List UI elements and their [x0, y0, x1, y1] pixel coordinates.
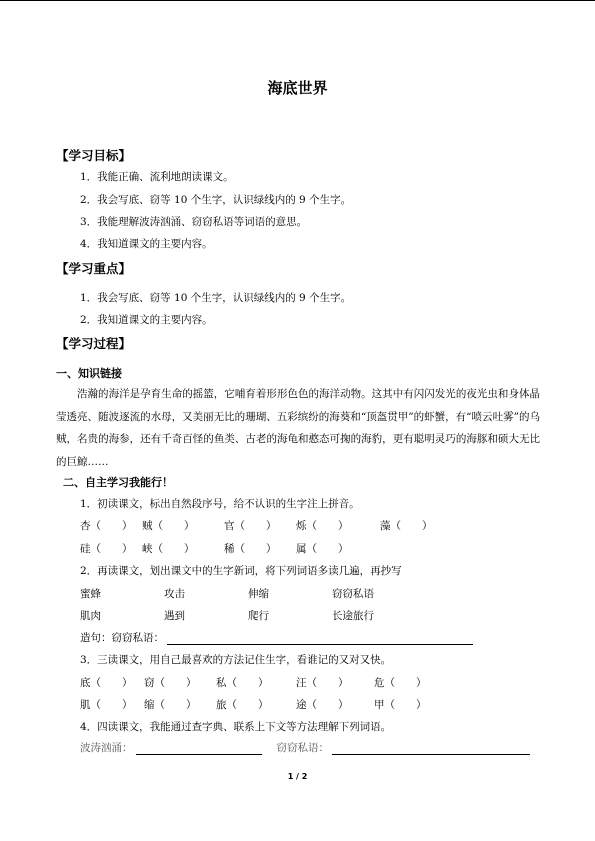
word-cell: 伸缩: [248, 588, 269, 600]
pinyin-cell: 硅（ ）: [80, 543, 133, 555]
word-cell: 蜜蜂: [80, 588, 101, 600]
task-1: 1．初读课文，标出自然段序号，给不认识的生字注上拼音。: [80, 498, 360, 510]
task-3: 3．三读课文，用自己最喜欢的方法记住生字，看谁记的又对又快。: [80, 654, 392, 666]
word-cell: 爬行: [248, 610, 269, 622]
pinyin-cell: 藻（ ）: [380, 520, 433, 532]
goals-heading: 【学习目标】: [56, 148, 132, 163]
words-row-1: [80, 586, 374, 601]
terms-line: [80, 740, 530, 755]
write-cell: 私（ ）: [216, 677, 269, 689]
pinyin-row-2: [80, 541, 349, 556]
term-label: 波涛汹涌：: [80, 742, 133, 754]
pinyin-cell: 烁（ ）: [296, 520, 349, 532]
word-cell: 遇到: [164, 610, 185, 622]
write-cell: 危（ ）: [374, 677, 427, 689]
task-4: 4．四读课文，我能通过查字典、联系上下文等方法理解下列词语。: [80, 721, 392, 733]
goal-item: 3．我能理解波涛汹涌、窃窃私语等词语的意思。: [80, 216, 308, 228]
sentence-line: [80, 630, 473, 645]
key-item: 2．我知道课文的主要内容。: [80, 314, 213, 326]
sentence-label: 造句：窃窃私语：: [80, 632, 164, 644]
keys-heading: 【学习重点】: [56, 261, 132, 276]
pinyin-cell: 杏（ ）: [80, 520, 133, 532]
term-answer-line[interactable]: [136, 742, 262, 755]
key-item: 1．我会写底、窃等 10 个生字，认识绿线内的 9 个生字。: [80, 292, 352, 304]
pinyin-cell: 贼（ ）: [142, 520, 195, 532]
top-border-rule: [0, 0, 595, 1]
write-cell: 旅（ ）: [216, 699, 269, 711]
process-heading: 【学习过程】: [56, 336, 132, 351]
word-cell: 肌肉: [80, 610, 101, 622]
word-cell: 长途旅行: [332, 610, 374, 622]
word-cell: 攻击: [164, 588, 185, 600]
term-label: 窃窃私语：: [276, 742, 330, 754]
page-title: 海底世界: [267, 79, 328, 97]
write-cell: 窃（ ）: [144, 677, 197, 689]
pinyin-cell: 稀（ ）: [224, 543, 277, 555]
write-cell: 途（ ）: [296, 699, 349, 711]
write-cell: 肌（ ）: [80, 699, 133, 711]
words-row-2: [80, 608, 374, 623]
pinyin-cell: 峡（ ）: [142, 543, 195, 555]
pinyin-row-1: [80, 518, 433, 533]
page-number: 1 / 2: [287, 772, 308, 781]
pinyin-cell: 官（ ）: [224, 520, 277, 532]
word-cell: 窃窃私语: [332, 588, 374, 600]
knowledge-link-heading: 一、知识链接: [56, 367, 122, 380]
sentence-answer-line[interactable]: [167, 632, 473, 645]
write-cell: 底（ ）: [80, 677, 133, 689]
goal-item: 2．我会写底、窃等 10 个生字，认识绿线内的 9 个生字。: [80, 194, 352, 206]
write-cell: 甲（ ）: [374, 699, 427, 711]
term-answer-line[interactable]: [332, 742, 530, 755]
write-row-1: [80, 675, 427, 690]
write-row-2: [80, 697, 427, 712]
write-cell: 汪（ ）: [296, 677, 349, 689]
self-study-heading: 二、自主学习我能行！: [63, 476, 173, 489]
write-cell: 缩（ ）: [144, 699, 197, 711]
goal-item: 1．我能正确、流利地朗读课文。: [80, 171, 234, 183]
goal-item: 4．我知道课文的主要内容。: [80, 238, 213, 250]
pinyin-cell: 属（ ）: [296, 543, 349, 555]
knowledge-link-paragraph: 浩瀚的海洋是孕育生命的摇篮，它哺育着形形色色的海洋动物。这其中有闪闪发光的夜光虫和身体晶莹透亮、随波逐流的水母，又美丽无比的珊瑚、五彩缤纷的海葵和“顶盔贯甲”的虾蟹，有“喷云吐雾”的乌贼，名贵的海参，还有千奇百怪的鱼类、古老的海龟和憨态可掬的海豹，更有聪明灵巧的海豚和硕大无比的巨鲸……: [56, 388, 540, 468]
task-2: 2．再读课文，划出课文中的生字新词，将下列词语多读几遍，再抄写: [80, 565, 402, 577]
